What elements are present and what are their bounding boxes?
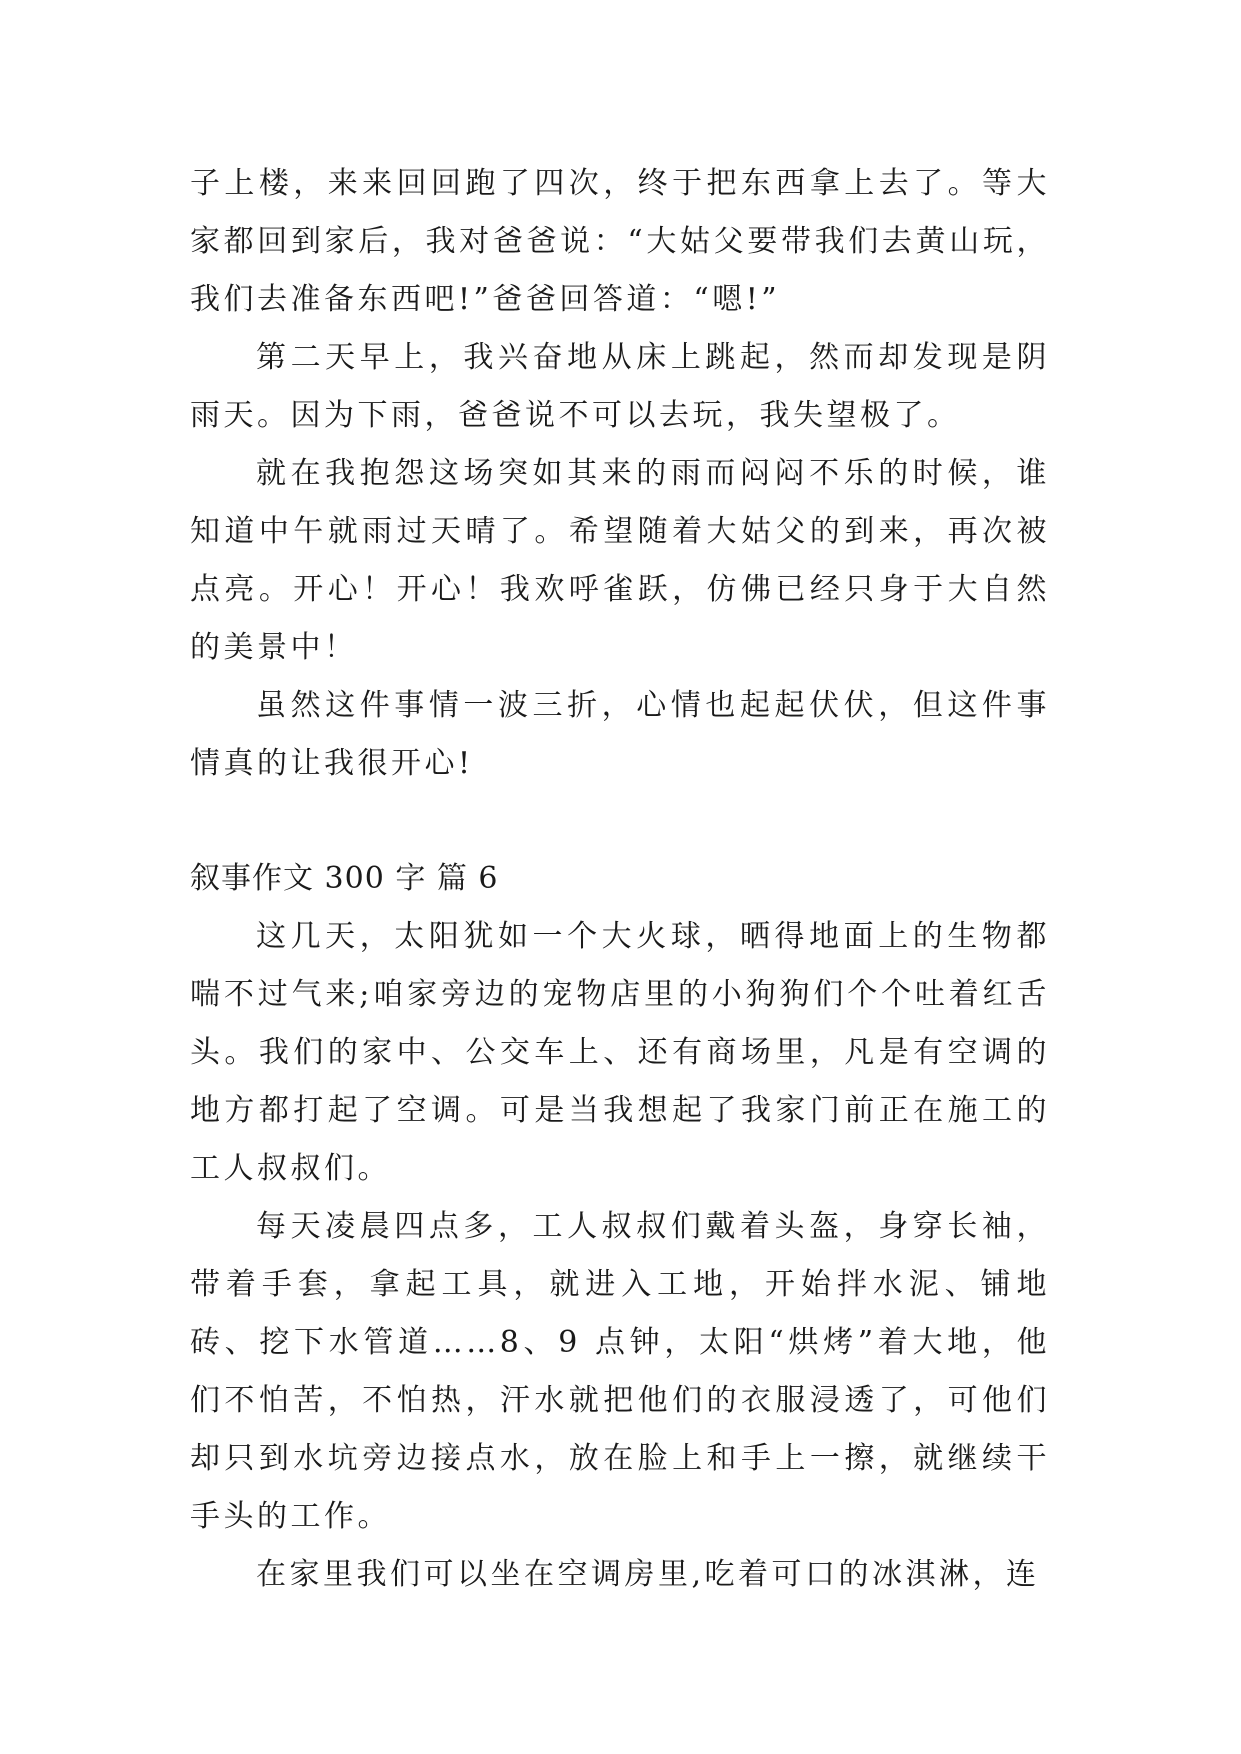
paragraph: 第二天早上，我兴奋地从床上跳起，然而却发现是阴雨天。因为下雨，爸爸说不可以去玩，我失望极了。 <box>190 340 1050 433</box>
essay-section <box>190 850 1050 1604</box>
paragraph: 在家里我们可以坐在空调房里,吃着可口的冰淇淋，连 <box>256 1557 1040 1592</box>
paragraph: 虽然这件事情一波三折，心情也起起伏伏，但这件事情真的让我很开心! <box>190 688 1050 781</box>
paragraph: 每天凌晨四点多，工人叔叔们戴着头盔，身穿长袖，带着手套，拿起工具，就进入工地，开始拌水泥、铺地砖、挖下水管道……8、9 点钟，太阳“烘烤”着大地，他们不怕苦，不怕热，汗水就把他们的衣服浸透了，可他们却只到水坑旁边接点水，放在脸上和手上一擦，就继续干手头的工作。 <box>190 1209 1050 1534</box>
continued-story <box>190 155 1050 793</box>
section-title: 叙事作文 300 字 篇 6 <box>190 861 499 896</box>
paragraph: 就在我抱怨这场突如其来的雨而闷闷不乐的时候，谁知道中午就雨过天晴了。希望随着大姑父的到来，再次被点亮。开心！开心！我欢呼雀跃，仿佛已经只身于大自然的美景中！ <box>190 456 1050 665</box>
paragraph: 子上楼，来来回回跑了四次，终于把东西拿上去了。等大家都回到家后，我对爸爸说：“大姑父要带我们去黄山玩，我们去准备东西吧!”爸爸回答道：“嗯!” <box>190 166 1050 317</box>
paragraph: 这几天，太阳犹如一个大火球，晒得地面上的生物都喘不过气来;咱家旁边的宠物店里的小狗狗们个个吐着红舌头。我们的家中、公交车上、还有商场里，凡是有空调的地方都打起了空调。可是当我想起了我家门前正在施工的工人叔叔们。 <box>190 919 1050 1186</box>
